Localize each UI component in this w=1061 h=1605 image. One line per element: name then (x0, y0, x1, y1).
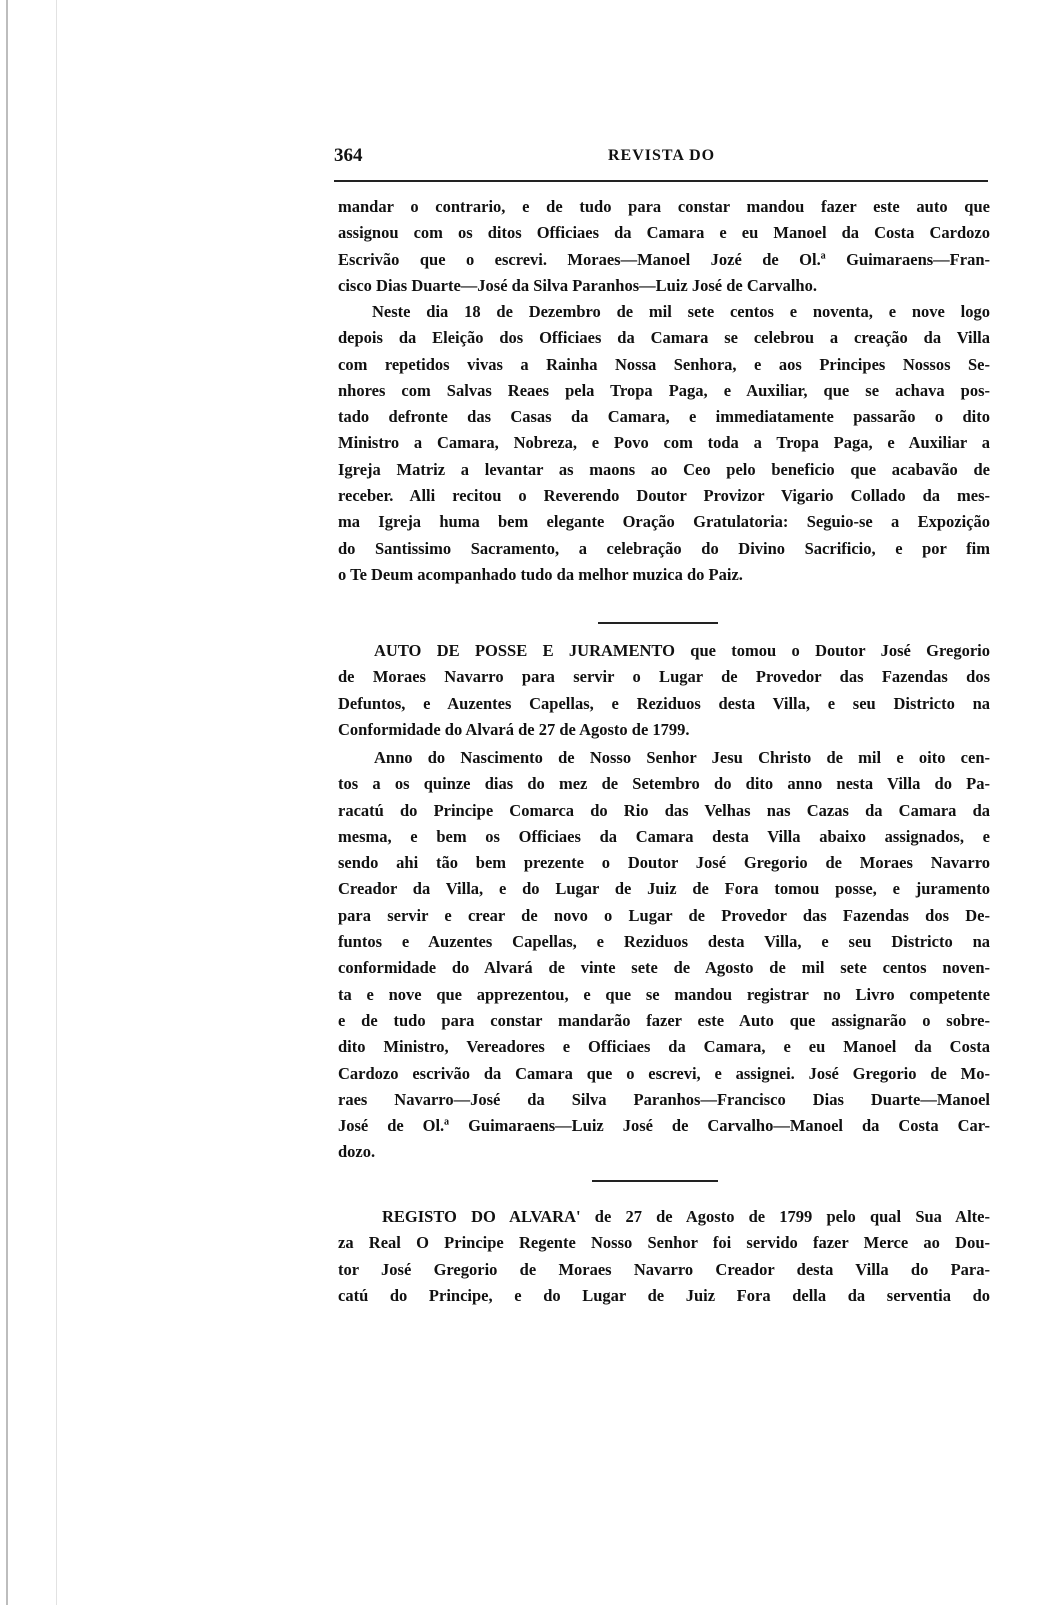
text-line: raes Navarro—José da Silva Paranhos—Francisco Dias Duarte—Manoel (338, 1089, 990, 1109)
page-number: 364 (334, 145, 363, 166)
text-line: depois da Eleição dos Officiaes da Camara se celebrou a creação da Villa (338, 328, 990, 348)
text-line: catú do Principe, e do Lugar de Juiz Fora della da serventia do (338, 1285, 990, 1305)
text-line: Anno do Nascimento de Nosso Senhor Jesu Christo de mil e oito cen- (374, 748, 990, 767)
text-line: Cardozo escrivão da Camara que o escrevi, e assignei. José Gregorio de Mo- (338, 1063, 990, 1083)
text-line: mandar o contrario, e de tudo para constar mandou fazer este auto que (338, 197, 990, 216)
text-line: funtos e Auzentes Capellas, e Reziduos desta Villa, e seu Districto na (338, 932, 990, 952)
registo-alvara-paragraph (338, 1204, 990, 1309)
auto-de-posse-heading (338, 638, 990, 743)
text-line: Igreja Matriz a levantar as maons ao Ceo pelo beneficio que acabavão de (338, 459, 990, 479)
text-line: Defuntos, e Auzentes Capellas, e Reziduos desta Villa, e seu Districto na (338, 693, 990, 713)
text-line: tado defronte das Casas da Camara, e immediatamente passarão o dito (338, 407, 990, 427)
text-line: assignou com os ditos Officiaes da Camara e eu Manoel da Costa Cardozo (338, 223, 990, 243)
text-line: REGISTO DO ALVARA' de 27 de Agosto de 1799 pelo qual Sua Alte- (382, 1207, 990, 1226)
text-line: Ministro a Camara, Nobreza, e Povo com toda a Tropa Paga, e Auxiliar a (338, 433, 990, 453)
text-line: José de Ol.ª Guimaraens—Luiz José de Carvalho—Manoel da Costa Car- (338, 1116, 990, 1136)
text-line: dozo. (338, 1142, 376, 1162)
text-line: dito Ministro, Vereadores e Officiaes da Camara, e eu Manoel da Costa (338, 1037, 990, 1057)
text-line: do Santissimo Sacramento, a celebração do Divino Sacrificio, e por fim (338, 538, 990, 558)
paragraph-continuation (338, 194, 990, 299)
text-line: Creador da Villa, e do Lugar de Juiz de Fora tomou posse, e juramento (338, 879, 990, 899)
text-line: mesma, e bem os Officiaes da Camara desta Villa abaixo assignados, e (338, 826, 990, 846)
section-divider (598, 622, 718, 624)
text-line: e de tudo para constar mandarão fazer este Auto que assignarão o sobre- (338, 1010, 990, 1030)
text-line: cisco Dias Duarte—José da Silva Paranhos—Luiz José de Carvalho. (338, 275, 817, 295)
text-line: racatú do Principe Comarca do Rio das Velhas nas Cazas da Camara da (338, 800, 990, 820)
page-gutter-line (56, 0, 57, 1605)
text-line: AUTO DE POSSE E JURAMENTO que tomou o Doutor José Gregorio (374, 641, 990, 660)
paragraph-celebration (338, 299, 990, 588)
page-edge-shadow (6, 0, 8, 1605)
text-line: tor José Gregorio de Moraes Navarro Creador desta Villa do Para- (338, 1259, 990, 1279)
text-line: Escrivão que o escrevi. Moraes—Manoel Jozé de Ol.ª Guimaraens—Fran- (338, 249, 990, 269)
text-line: conformidade do Alvará de vinte sete de Agosto de mil sete centos noven- (338, 958, 990, 978)
text-line: o Te Deum acompanhado tudo da melhor muzica do Paiz. (338, 564, 743, 584)
running-head: REVISTA DO (608, 147, 716, 164)
text-line: para servir e crear de novo o Lugar de Provedor das Fazendas dos De- (338, 905, 990, 925)
text-line: Neste dia 18 de Dezembro de mil sete centos e noventa, e nove logo (372, 302, 990, 321)
text-line: receber. Alli recitou o Reverendo Doutor Provizor Vigario Collado da mes- (338, 486, 990, 506)
text-line: za Real O Principe Regente Nosso Senhor foi servido fazer Merce ao Dou- (338, 1233, 990, 1253)
text-line: de Moraes Navarro para servir o Lugar de Provedor das Fazendas dos (338, 667, 990, 687)
header-rule (334, 180, 988, 182)
text-line: tos a os quinze dias do mez de Setembro do dito anno nesta Villa do Pa- (338, 774, 990, 794)
paragraph-auto-body (338, 745, 990, 1166)
text-line: ma Igreja huma bem elegante Oração Gratulatoria: Seguio-se a Expozição (338, 512, 990, 532)
section-divider (592, 1180, 718, 1182)
text-line: com repetidos vivas a Rainha Nossa Senhora, e aos Principes Nossos Se- (338, 354, 990, 374)
text-line: Conformidade do Alvará de 27 de Agosto de 1799. (338, 719, 690, 739)
page-header (334, 145, 988, 181)
text-line: ta e nove que apprezentou, e que se mandou registrar no Livro competente (338, 984, 990, 1004)
text-line: sendo ahi tão bem prezente o Doutor José Gregorio de Moraes Navarro (338, 853, 990, 873)
text-line: nhores com Salvas Reaes pela Tropa Paga, e Auxiliar, que se achava pos- (338, 380, 990, 400)
